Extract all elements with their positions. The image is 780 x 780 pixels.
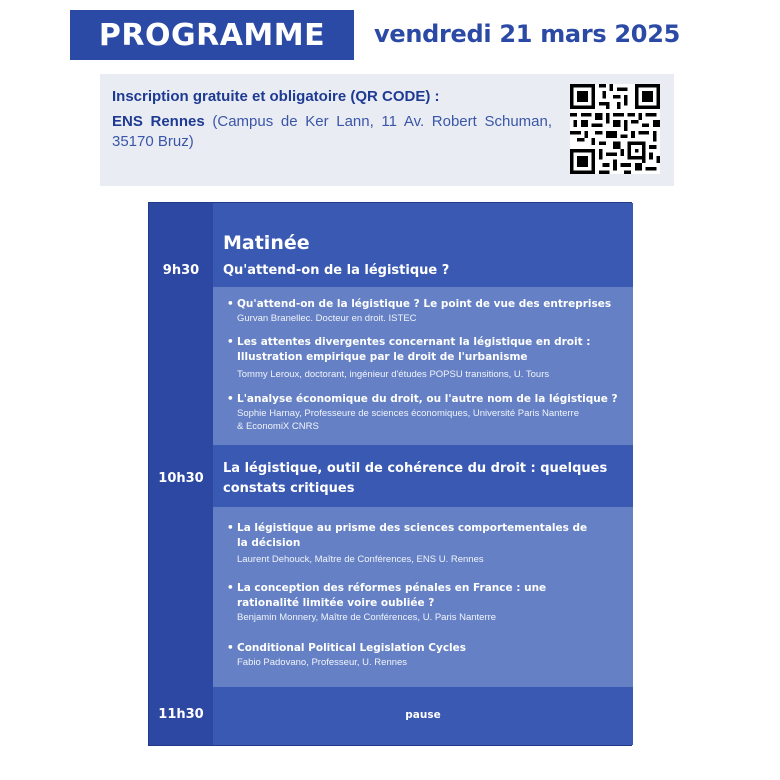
time-column [149, 203, 213, 745]
venue-text [112, 112, 552, 152]
talk-list [213, 507, 633, 687]
session-title: Matinée [223, 232, 310, 254]
qr-code-icon[interactable] [570, 84, 660, 174]
talk-title: • La conception des réformes pénales en France : une rationalité limitée voire oubliée ? [223, 581, 599, 611]
programme-title: PROGRAMME [70, 10, 354, 60]
pause-band [213, 687, 633, 745]
talk-speaker: Laurent Dehouck, Maître de Conférences, ENS U. Rennes [237, 554, 484, 565]
talk-speaker: Gurvan Branellec. Docteur en droit. ISTEC [237, 313, 417, 324]
registration-text: Inscription gratuite et obligatoire (QR CODE) : [112, 88, 440, 105]
talk-speaker: Tommy Leroux, doctorant, ingénieur d'études POPSU transitions, U. Tours [237, 369, 550, 380]
block-title: La légistique, outil de cohérence du droit : quelques constats critiques [223, 461, 608, 496]
block-header [213, 445, 633, 507]
time-slot: 10h30 [158, 471, 204, 486]
block-title: Qu'attend-on de la légistique ? [223, 263, 450, 278]
programme-table [148, 202, 632, 746]
talk-speaker: Benjamin Monnery, Maître de Conférences, U. Paris Nanterre [237, 612, 497, 623]
list-item [223, 335, 623, 381]
time-slot: 11h30 [158, 707, 204, 722]
talk-title: • La légistique au prisme des sciences comportementales de la décision [223, 521, 599, 551]
talk-title: • Conditional Political Legislation Cycles [223, 641, 623, 656]
talk-speaker: Fabio Padovano, Professeur, U. Rennes [237, 657, 408, 668]
talk-speaker: Sophie Harnay, Professeure de sciences économiques, Université Paris Nanterre & EconomiX CNRS [237, 408, 579, 432]
list-item [223, 392, 623, 433]
talk-title: • Les attentes divergentes concernant la légistique en droit : Illustration empirique par le droit de l'urbanisme [223, 335, 623, 365]
list-item [223, 521, 599, 566]
registration-info [100, 74, 674, 186]
venue-name: ENS Rennes [112, 113, 205, 130]
talk-title: • Qu'attend-on de la légistique ? Le point de vue des entreprises [223, 297, 623, 312]
venue-address: (Campus de Ker Lann, 11 Av. Robert Schuman, 35170 Bruz) [112, 113, 553, 150]
list-item [223, 641, 623, 669]
talk-title: • L'analyse économique du droit, ou l'autre nom de la légistique ? [223, 392, 623, 407]
talk-list [213, 287, 633, 445]
list-item [223, 581, 599, 624]
pause-label: pause [405, 709, 441, 721]
list-item [223, 297, 623, 325]
event-date: vendredi 21 mars 2025 [374, 20, 680, 48]
time-slot: 9h30 [162, 263, 200, 278]
session-header [213, 203, 633, 287]
